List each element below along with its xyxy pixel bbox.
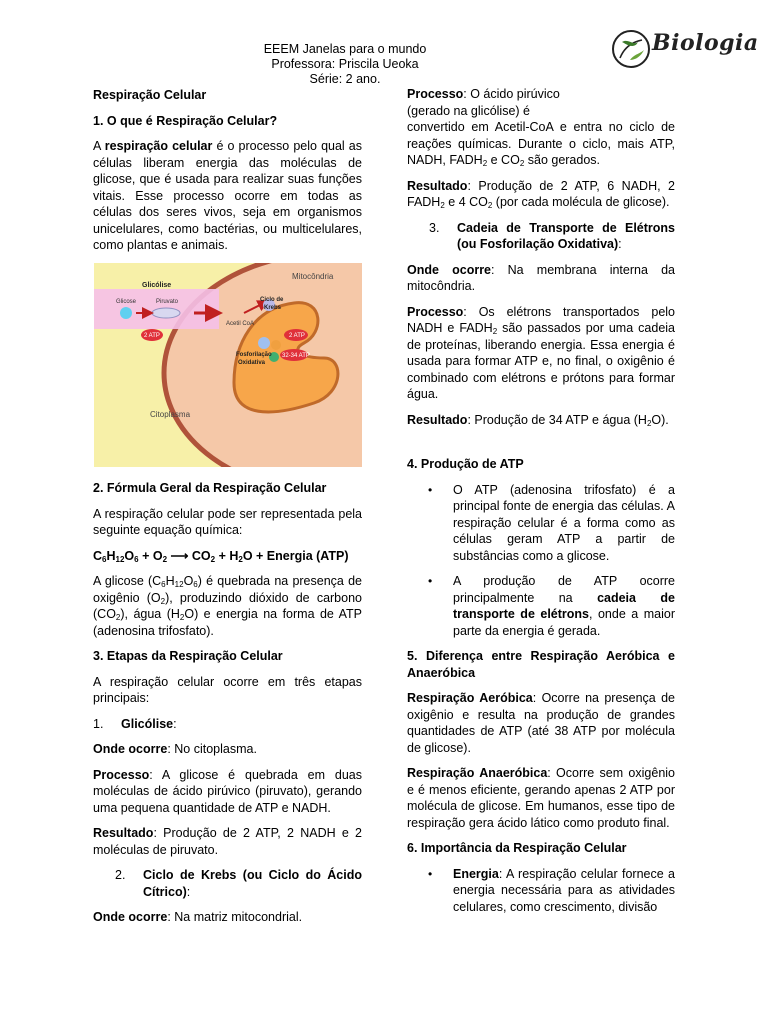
mitocondria-label: Mitocôndria	[292, 272, 334, 281]
step-1-onde: Onde ocorre: No citoplasma.	[93, 742, 257, 756]
list-item: • Energia: A respiração celular fornece a energia necessária para as atividades celulares, como crescimento, divisão	[407, 866, 675, 916]
biologia-logo-icon	[610, 28, 652, 70]
step-1-heading: 1. Glicólise:	[93, 716, 177, 731]
step-1-processo: Processo: A glicose é quebrada em duas moléculas de ácido pirúvico (piruvato), gerando uma pequena quantidade de ATP e NADH.	[93, 767, 362, 815]
grade-label: Série: 2 ano.	[309, 72, 381, 86]
glicose-label: Glicose	[116, 299, 137, 305]
section-3-heading: 3. Etapas da Respiração Celular	[93, 649, 283, 663]
step-2-processo: Processo: O ácido pirúvico (gerado na glicólise) é convertido em Acetil-CoA e entra no ciclo de reações químicas. Durante o ciclo, mais ATP, NADH, $FADH_2$ e $CO_2$ são gerados.	[407, 87, 675, 168]
section-4-heading: 4. Produção de ATP	[407, 457, 524, 471]
section-4-list	[407, 482, 675, 640]
formula-paragraph: A glicose $(C_6H_{12}O_6)$ é quebrada na presença de oxigênio $(O_2)$, produzindo dióxido de carbono $(CO_2)$, água $(H_2O)$ e energia na forma de ATP (adenosina trifosfato).	[93, 574, 362, 638]
fosforilacao-label-1: Fosforilação	[236, 352, 272, 358]
atp-2b-label: 2 ATP	[289, 333, 305, 339]
fosforilacao-label-2: Oxidativa	[238, 360, 266, 366]
step-1-resultado: Resultado: Produção de 2 ATP, 2 NADH e 2 moléculas de piruvato.	[93, 826, 362, 857]
citoplasma-label: Citoplasma	[150, 410, 191, 419]
left-column-lower	[93, 480, 362, 926]
krebs-label-1: Ciclo de	[260, 297, 284, 303]
page-header	[0, 42, 690, 87]
section-1-heading: 1. O que é Respiração Celular?	[93, 113, 278, 128]
chemical-equation: $C_6H_{12}O_6 + O_2$ ⟶ $CO_2 + H_2O$ + Energia (ATP)	[93, 548, 349, 564]
step-3-onde: Onde ocorre: Na membrana interna da mitocôndria.	[407, 262, 675, 293]
section-2-paragraph: A respiração celular pode ser representada pela seguinte equação química:	[93, 506, 362, 537]
glicose-molecule	[120, 307, 132, 319]
step-2-heading: 2. Ciclo de Krebs (ou Ciclo do Ácido Cítrico):	[115, 868, 362, 899]
list-item: • A produção de ATP ocorre principalmente na cadeia de transporte de elétrons, onde a maior parte da energia é gerada.	[407, 573, 675, 639]
step-3-resultado: Resultado: Produção de 34 ATP e água $(H_2O)$.	[407, 412, 669, 428]
cell-respiration-diagram	[94, 263, 362, 467]
piruvato-label: Piruvato	[156, 299, 179, 305]
school-name: EEEM Janelas para o mundo	[263, 42, 427, 56]
section-6-heading: 6. Importância da Respiração Celular	[407, 841, 627, 855]
glicolise-label: Glicólise	[142, 282, 172, 289]
teacher-name: Professora: Priscila Ueoka	[271, 57, 419, 71]
logo-text: Biologia	[652, 30, 759, 56]
anaerobica-paragraph: Respiração Anaeróbica: Ocorre sem oxigênio e é menos eficiente, gerando apenas 2 ATP por molécula de glicose. Em humanos, esse tipo de respiração gera ácido lático como produto final.	[407, 766, 675, 830]
step-3-processo: Processo: Os elétrons transportados pelo NADH e $FADH_2$ são passados por uma cadeia de proteínas, liberando energia. Essa energia é usada para formar ATP e, no final, o oxigênio é combinado com elétrons e prótons para formar água.	[407, 304, 676, 401]
section-3-paragraph: A respiração celular ocorre em três etapas principais:	[93, 674, 362, 705]
atp-2-label: 2 ATP	[144, 333, 160, 339]
list-item: • O ATP (adenosina trifosfato) é a principal fonte de energia das células. A respiração celular é a forma como as células geram ATP a partir de substâncias como a glicose.	[407, 482, 675, 565]
section-2-heading: 2. Fórmula Geral da Respiração Celular	[93, 481, 327, 495]
atp-32-label: 32-34 ATP	[282, 353, 310, 359]
doc-title: Respiração Celular	[93, 88, 207, 102]
step-3-heading: 3. Cadeia de Transporte de Elétrons (ou Fosforilação Oxidativa):	[429, 220, 675, 251]
aerobica-paragraph: Respiração Aeróbica: Ocorre na presença de oxigênio e resulta na produção de grandes quantidades de ATP (até 38 ATP por molécula de glicose).	[407, 691, 675, 755]
step-2-onde: Onde ocorre: Na matriz mitocondrial.	[93, 910, 303, 924]
piruvato-molecule	[152, 308, 180, 318]
section-5-heading: 5. Diferença entre Respiração Aeróbica e Anaeróbica	[407, 649, 675, 680]
step-2-resultado: Resultado: Produção de 2 ATP, 6 NADH, 2 $FADH_2$ e 4 $CO_2$ (por cada molécula de glicose).	[407, 178, 675, 210]
section-1-paragraph: A respiração celular é o processo pelo qual as células liberam energia das moléculas de glicose, que é usada para realizar suas funções vitais. Esse processo ocorre em todas as células dos seres vivos, seja em organismos unicelulares, como bactérias, ou multicelulares, como plantas e animais.	[93, 139, 362, 252]
left-column	[93, 87, 362, 254]
right-column	[407, 86, 675, 915]
section-6-list	[407, 866, 675, 916]
krebs-label-2: Krebs	[264, 305, 282, 311]
acetil-label: Acetil CoA	[226, 321, 255, 327]
